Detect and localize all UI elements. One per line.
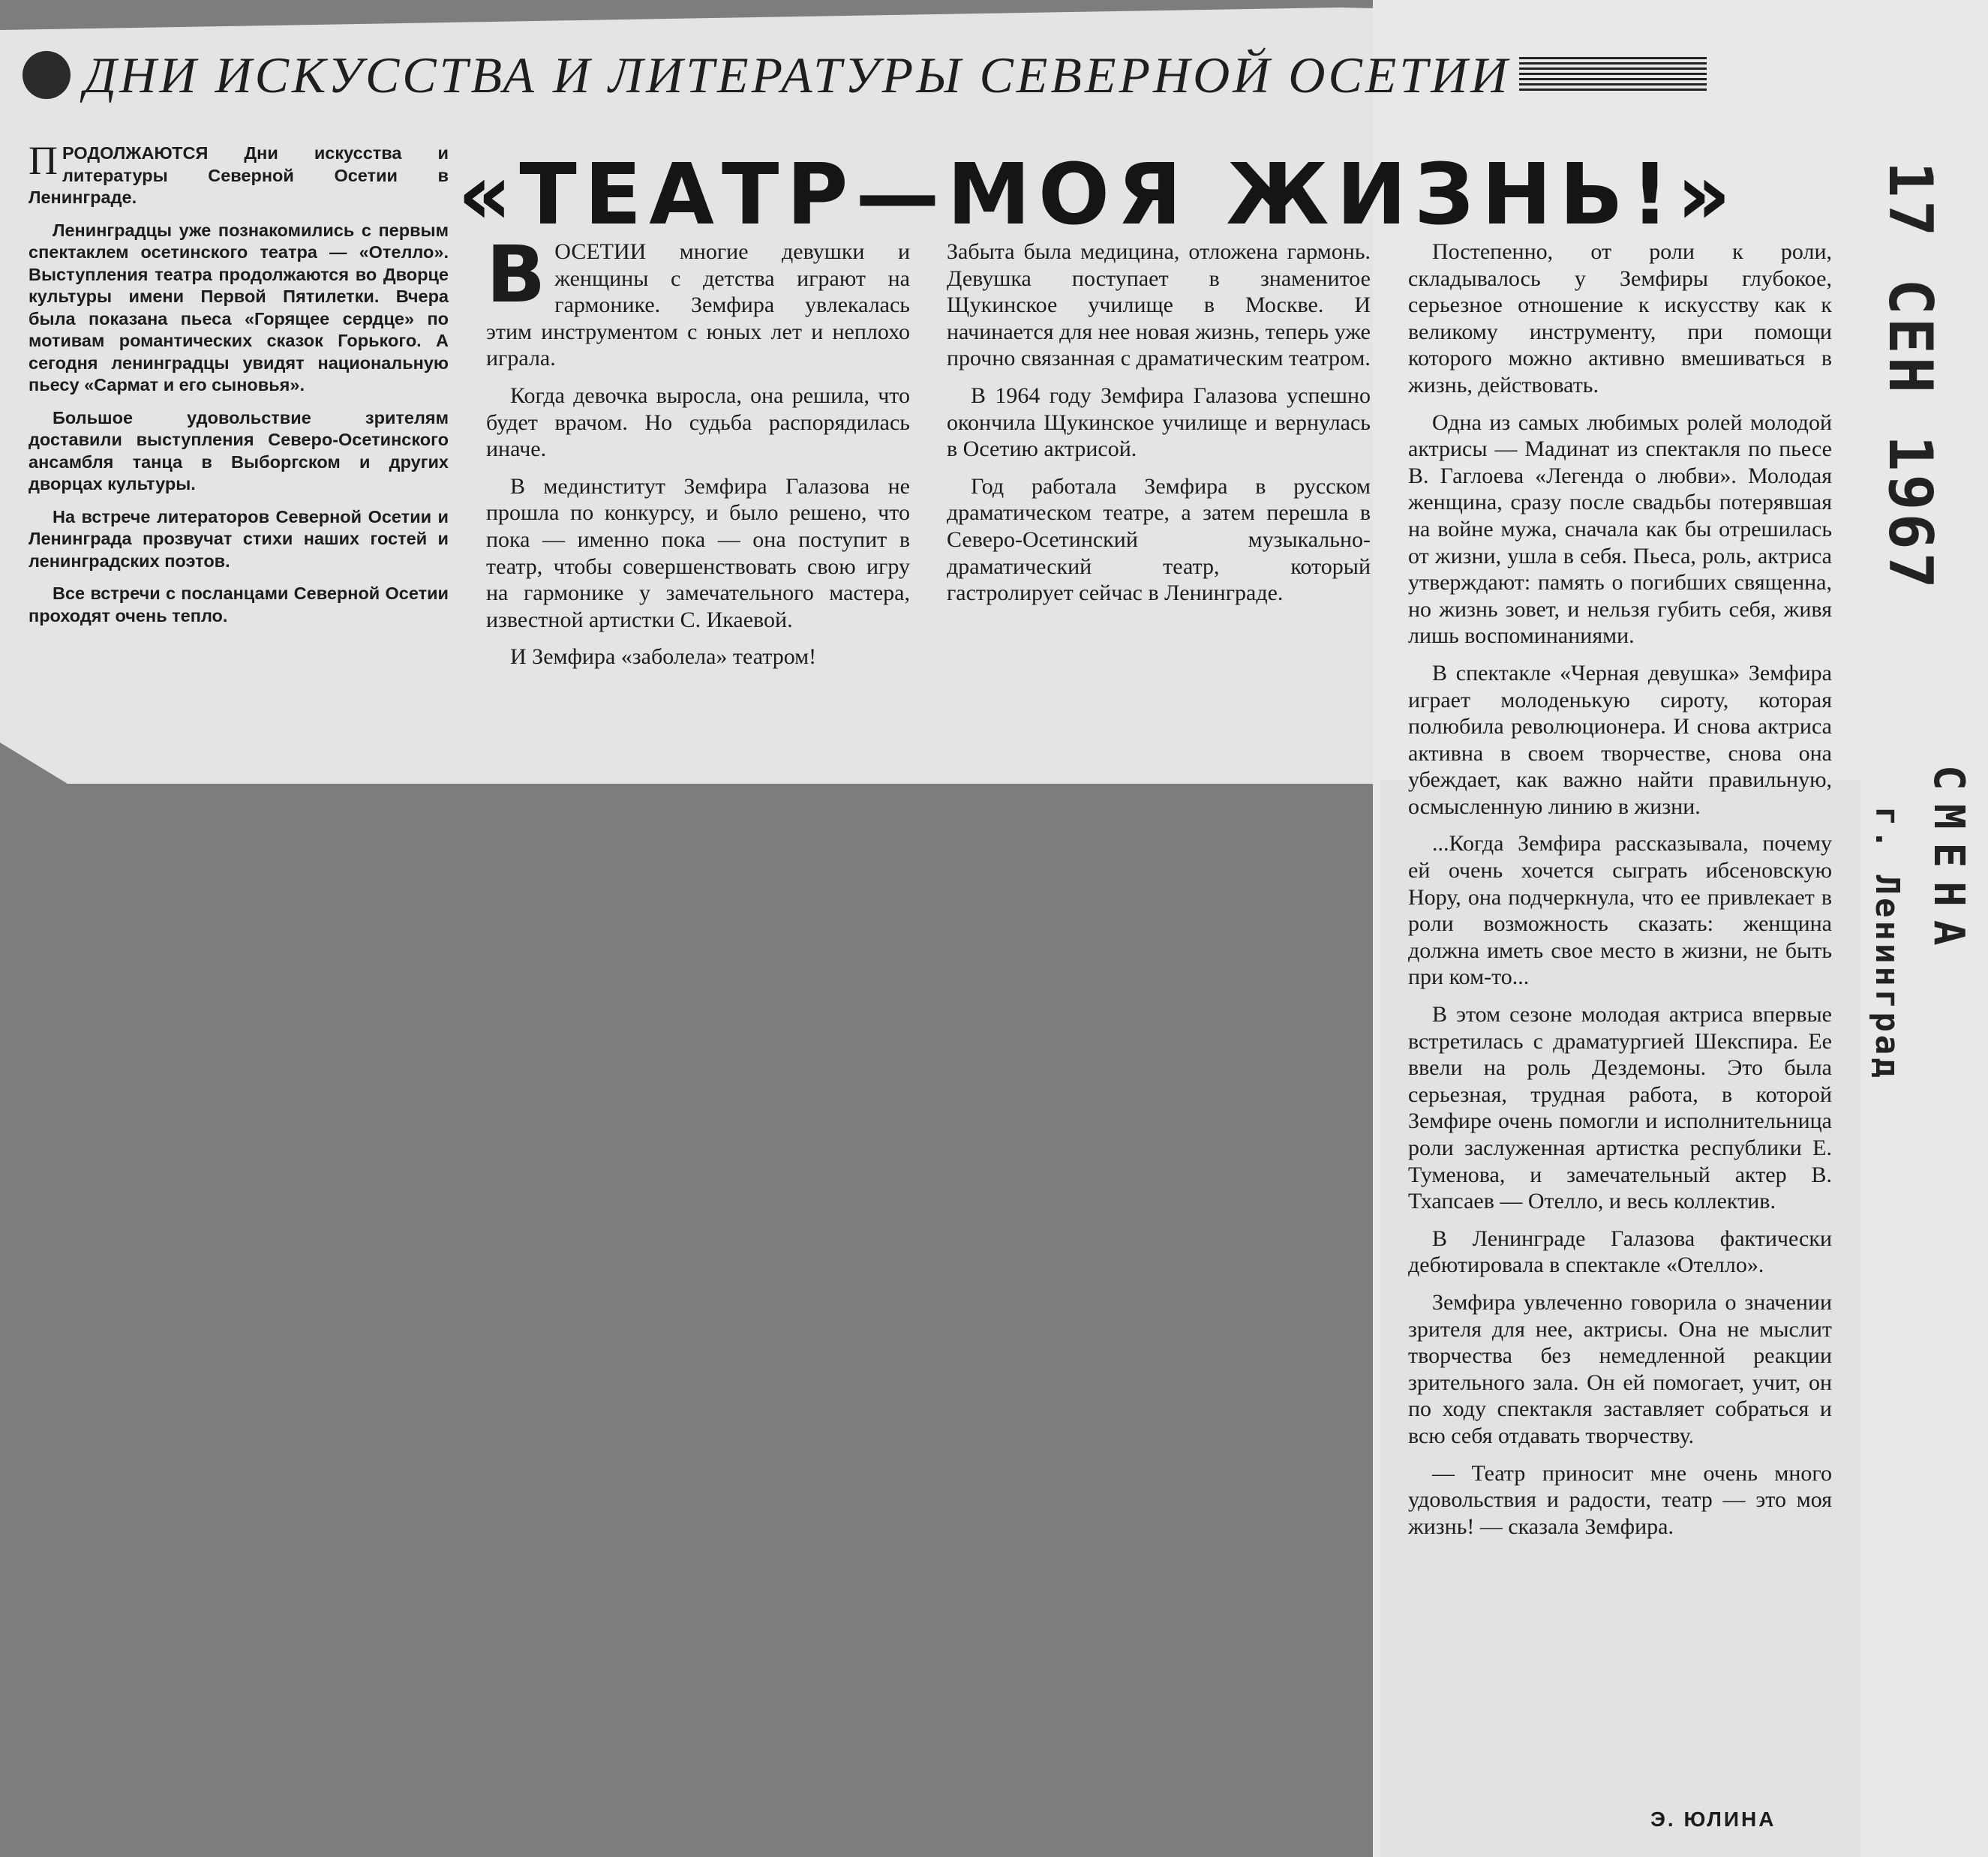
article-paragraph: В Ленинграде Галазова фактически дебютировала в спектакле «Отелло». [1408,1226,1832,1278]
article-paragraph: ...Когда Земфира рассказывала, почему ей очень хочется сыграть ибсеновскую Нору, она подчеркнула, что ее привлекает в роли возможность сказать: женщина должна иметь свое место в жизни, не быть при ком-то... [1408,831,1832,990]
article-paragraph: Постепенно, от роли к роли, складывалось у Земфиры глубокое, серьезное отношение к искусству как к великому инструменту, при помощи которого можно активно вмешиваться в жизнь, действовать. [1408,239,1832,398]
rubric-header [23,41,1838,109]
article-paragraph: Год работала Земфира в русском драматическом театре, а затем перешла в Северо-Осетинский музыкально-драматический театр, который гастролирует сейчас в Ленинграде. [947,473,1371,606]
intro-paragraph: Ленинградцы уже познакомились с первым спектаклем осетинского театра — «Отелло». Выступления театра продолжаются во Дворце культуры имени Первой Пятилетки. Вчера была показана пьеса «Горящее сердце» по мотивам романтических сказок Горького. А сегодня ленинградцы увидят национальную пьесу «Сармат и его сыновья». [29,220,449,394]
article-paragraph: Одна из самых любимых ролей молодой актрисы — Мадинат из спектакля по пьесе В. Гаглоева «Легенда о любви». Молодая женщина, сразу после свадьбы потерявшая на войне мужа, сначала как бы отрешилась от жизни, ушла в себя. Пьеса, роль, актриса утверждают: память о погибших священна, но жизнь зовет, и нельзя губить себя, живя лишь воспоминаниями. [1408,410,1832,649]
article-paragraph: В спектакле «Черная девушка» Земфира играет молоденькую сироту, которая полюбила революционера. И снова актриса активна в своем творчестве, снова она убеждает, как важно найти правильную, осмысленную линию в жизни. [1408,660,1832,819]
article-column-2 [947,238,1371,617]
hatch-rule-icon [1519,57,1707,93]
intro-lead-text: Дни искусства и литературы Северной Осетии в Ленинграде. [29,143,449,207]
article-headline: «ТЕАТР—МОЯ ЖИЗНЬ!» [458,146,1739,244]
author-signature: Э. ЮЛИНА [1650,1808,1776,1831]
article-paragraph: В этом сезоне молодая актриса впервые встретилась с драматургией Шекспира. Ее ввели на роль Дездемоны. Это была серьезная, трудная работа, в которой Земфире очень помогли и исполнительница роли заслуженная артистка республики Е. Туменова, и замечательный актер В. Тхапсаев — Отелло, и весь коллектив. [1408,1002,1832,1214]
intro-dropcap: П [29,138,58,183]
article-dropcap: В [486,229,546,320]
article-paragraph: Земфира увлеченно говорила о значении зрителя для нее, актрисы. Она не мыслит творчества без немедленной реакции зрительного зала. Он ей помогает, учит, он по ходу спектакля заставляет собраться и всю себя отдавать творчеству. [1408,1289,1832,1448]
lead-text: многие девушки и женщины с детства играют на гармонике. Земфира увлекалась этим инструментом с юных лет и неплохо играла. [486,239,910,371]
intro-column [29,138,449,638]
lead-caps: ОСЕТИИ [554,239,647,264]
intro-paragraph: Все встречи с посланцами Северной Осетии проходят очень тепло. [29,584,449,626]
article-paragraph: В мединститут Земфира Галазова не прошла по конкурсу, и было решено, что пока — именно пока — она поступит в театр, чтобы совершенствовать свою игру на гармонике у замечательного мастера, известной артистки С. Икаевой. [486,473,910,632]
article-column-1 [486,229,910,681]
intro-runin: РОДОЛЖАЮТСЯ [62,143,209,163]
bullet-icon [23,51,71,99]
date-stamp: 17 СЕН 1967 [1875,161,1945,592]
article-paragraph: И Земфира «заболела» театром! [510,644,817,670]
lead-paragraph [486,229,910,372]
newspaper-stamp: СМЕНА [1924,765,1973,959]
intro-paragraph: Большое удовольствие зрителям доставили выступления Северо-Осетинского ансамбля танца в Выборгском и других дворцах культуры. [29,407,449,494]
rubric-title: ДНИ ИСКУССТВА И ЛИТЕРАТУРЫ СЕВЕРНОЙ ОСЕТИИ [84,46,1511,104]
intro-paragraph [29,138,449,209]
article-paragraph: — Театр приносит мне очень много удовольствия и радости, театр — это моя жизнь! — сказала Земфира. [1408,1460,1832,1539]
city-stamp: г. Ленинград [1868,806,1906,1081]
intro-paragraph: На встрече литераторов Северной Осетии и Ленинграда прозвучат стихи наших гостей и ленинградских поэтов. [29,506,449,571]
article-column-3 [1408,238,1832,1550]
article-paragraph: В 1964 году Земфира Галазова успешно окончила Щукинское училище и вернулась в Осетию актрисой. [947,382,1371,462]
article-paragraph: Когда девочка выросла, она решила, что будет врачом. Но судьба распорядилась иначе. [486,382,910,462]
article-paragraph: Забыта была медицина, отложена гармонь. Девушка поступает в знаменитое Щукинское училище в Москве. И начинается для нее новая жизнь, теперь уже прочно связанная с драматическим театром. [947,239,1371,371]
